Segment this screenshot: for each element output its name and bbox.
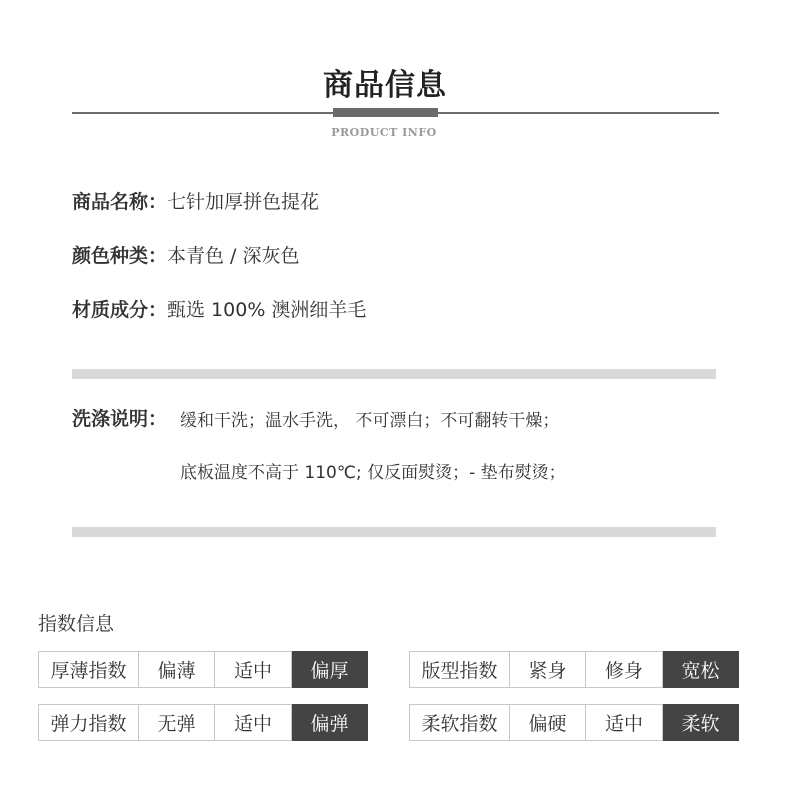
wash-label: 洗涤说明： bbox=[72, 408, 168, 430]
index-option-cell: 紧身 bbox=[510, 652, 586, 688]
index-option-cell: 适中 bbox=[215, 705, 292, 741]
section-divider bbox=[72, 369, 716, 379]
index-option-cell: 无弹 bbox=[139, 705, 215, 741]
index-option-cell-selected: 偏弹 bbox=[292, 705, 368, 741]
info-value: 七针加厚拼色提花 bbox=[167, 191, 320, 213]
info-row-material bbox=[72, 295, 366, 322]
index-option-cell-selected: 柔软 bbox=[663, 705, 739, 741]
index-table-thickness bbox=[38, 651, 368, 688]
index-table-elasticity bbox=[38, 704, 368, 741]
section-divider bbox=[72, 527, 716, 537]
info-value: 本青色 / 深灰色 bbox=[167, 245, 300, 267]
page-subtitle: PRODUCT INFO bbox=[331, 126, 437, 139]
wash-instructions-line-2: 底板温度不高于 110℃; 仅反面熨烫；- 垫布熨烫； bbox=[180, 463, 566, 483]
index-option-cell-selected: 偏厚 bbox=[292, 652, 368, 688]
index-section-title: 指数信息 bbox=[38, 613, 115, 635]
page-title: 商品信息 bbox=[323, 68, 447, 103]
info-row-product-name bbox=[72, 187, 319, 214]
info-label: 颜色种类： bbox=[72, 245, 168, 267]
index-option-cell: 偏硬 bbox=[510, 705, 586, 741]
index-option-cell: 适中 bbox=[215, 652, 292, 688]
index-name-cell: 柔软指数 bbox=[410, 705, 510, 741]
title-rule-accent bbox=[333, 108, 438, 117]
info-label: 材质成分： bbox=[72, 299, 168, 321]
index-name-cell: 弹力指数 bbox=[39, 705, 139, 741]
index-option-cell: 修身 bbox=[586, 652, 663, 688]
info-value: 甄选 100% 澳洲细羊毛 bbox=[167, 299, 367, 321]
index-option-cell: 适中 bbox=[586, 705, 663, 741]
index-name-cell: 版型指数 bbox=[410, 652, 510, 688]
index-option-cell-selected: 宽松 bbox=[663, 652, 739, 688]
index-name-cell: 厚薄指数 bbox=[39, 652, 139, 688]
wash-instructions-line-1: 缓和干洗；温水手洗， 不可漂白；不可翻转干燥； bbox=[180, 411, 560, 431]
index-table-softness bbox=[409, 704, 739, 741]
index-table-fit bbox=[409, 651, 739, 688]
info-label: 商品名称： bbox=[72, 191, 168, 213]
info-row-color bbox=[72, 241, 300, 268]
index-option-cell: 偏薄 bbox=[139, 652, 215, 688]
